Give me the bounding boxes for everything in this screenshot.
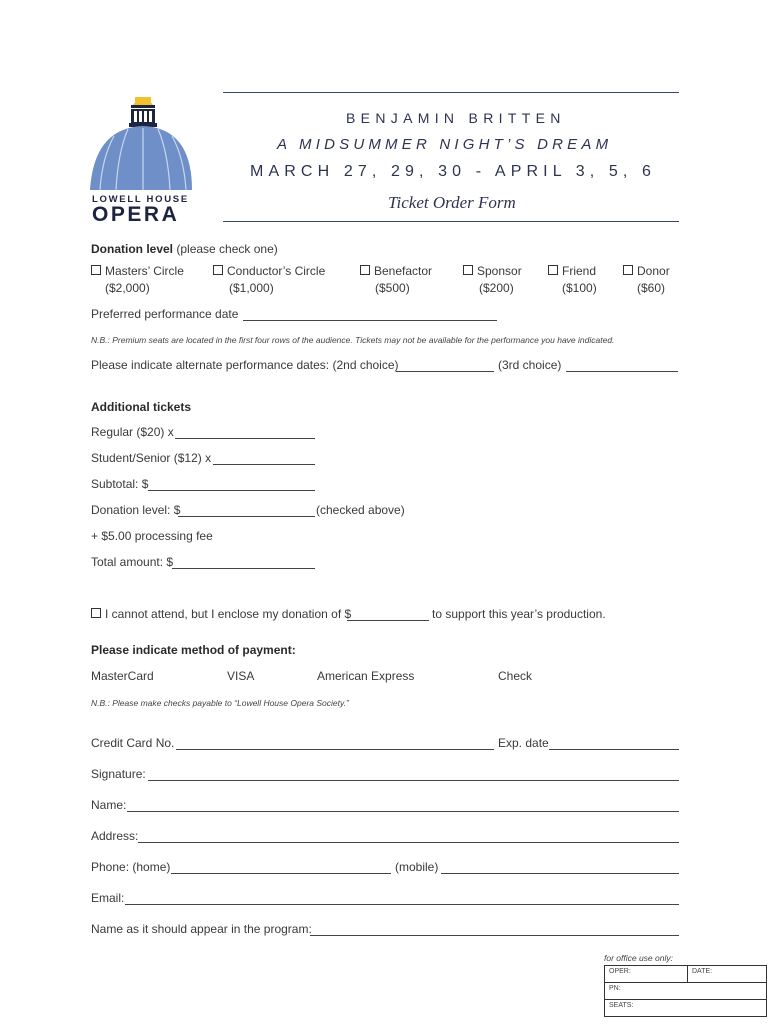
exp-date-label: Exp. date (498, 736, 549, 750)
exp-date-field[interactable] (549, 749, 679, 750)
processing-fee: + $5.00 processing fee (91, 529, 213, 543)
second-choice-field[interactable] (396, 371, 494, 372)
checkbox[interactable] (463, 265, 473, 275)
subtotal-field[interactable] (148, 490, 315, 491)
donation-level-name: Benefactor (374, 264, 433, 278)
third-choice-label: (3rd choice) (498, 358, 562, 372)
opera-title: A MIDSUMMER NIGHT’S DREAM (277, 136, 613, 153)
header-top-rule (223, 92, 679, 93)
donation-level-amount: ($1,000) (229, 281, 274, 295)
phone-mobile-label: (mobile) (395, 860, 439, 874)
composer-name: BENJAMIN BRITTEN (346, 110, 566, 126)
donation-level-amount: ($60) (637, 281, 666, 295)
credit-card-label: Credit Card No. (91, 736, 175, 750)
phone-home-label: Phone: (home) (91, 860, 171, 874)
name-label: Name: (91, 798, 127, 812)
checkbox[interactable] (548, 265, 558, 275)
donation-option-masters[interactable] (91, 264, 184, 295)
donation-enclosed-field[interactable] (347, 620, 429, 621)
third-choice-field[interactable] (566, 371, 678, 372)
preferred-date-field[interactable] (243, 320, 497, 321)
total-amount-label: Total amount: $ (91, 555, 174, 569)
check-payable-note: N.B.: Please make checks payable to “Lowell House Opera Society.” (91, 698, 349, 708)
donation-level-amount: ($200) (479, 281, 514, 295)
payment-option-amex[interactable]: American Express (317, 669, 415, 683)
total-amount-field[interactable] (172, 568, 315, 569)
payment-heading: Please indicate method of payment: (91, 643, 296, 657)
donation-level-name: Masters’ Circle (105, 264, 184, 278)
donation-amount-field[interactable] (178, 516, 315, 517)
donation-level-amount: ($2,000) (105, 281, 150, 295)
payment-option-mastercard[interactable]: MasterCard (91, 669, 154, 683)
donation-heading-label: Donation level (91, 242, 174, 256)
payment-option-check[interactable]: Check (498, 669, 533, 683)
checkbox[interactable] (213, 265, 223, 275)
additional-tickets-heading: Additional tickets (91, 400, 192, 414)
form-title: Ticket Order Form (388, 193, 516, 212)
cannot-attend-label: I cannot attend, but I enclose my donation of $ (105, 607, 352, 621)
donation-level-name: Friend (562, 264, 597, 278)
premium-seats-note: N.B.: Premium seats are located in the first four rows of the audience. Tickets may not be available for the performance you have indicated. (91, 335, 615, 345)
program-name-field[interactable] (310, 935, 679, 936)
donation-heading (91, 242, 278, 256)
donation-option-sponsor[interactable] (463, 264, 522, 295)
office-oper-cell: OPER: (605, 966, 688, 983)
student-ticket-field[interactable] (213, 464, 315, 465)
donation-option-benefactor[interactable] (360, 264, 432, 295)
donation-option-donor[interactable] (623, 264, 670, 295)
regular-ticket-field[interactable] (175, 438, 315, 439)
address-label: Address: (91, 829, 139, 843)
checkbox[interactable] (360, 265, 370, 275)
phone-mobile-field[interactable] (441, 873, 679, 874)
office-pn-cell: PN: (605, 983, 767, 1000)
office-use-caption: for office use only: (604, 953, 673, 963)
donation-amount-label: Donation level: $ (91, 503, 181, 517)
performance-dates: MARCH 27, 29, 30 - APRIL 3, 5, 6 (250, 163, 657, 180)
checkbox[interactable] (91, 265, 101, 275)
regular-ticket-label: Regular ($20) x (91, 425, 174, 439)
signature-field[interactable] (148, 780, 679, 781)
subtotal-label: Subtotal: $ (91, 477, 149, 491)
header-bottom-rule (223, 221, 679, 222)
signature-label: Signature: (91, 767, 146, 781)
preferred-date-label: Preferred performance date (91, 307, 239, 321)
credit-card-field[interactable] (176, 749, 494, 750)
student-ticket-label: Student/Senior ($12) x (91, 451, 212, 465)
donation-level-name: Sponsor (477, 264, 522, 278)
cannot-attend-option[interactable] (91, 607, 351, 621)
donation-level-name: Conductor’s Circle (227, 264, 326, 278)
logo-top-text: LOWELL HOUSE (92, 194, 189, 205)
address-field[interactable] (138, 842, 679, 843)
donation-option-conductors[interactable] (213, 264, 325, 295)
logo-bottom-text: OPERA (92, 203, 180, 226)
name-field[interactable] (127, 811, 679, 812)
email-field[interactable] (125, 904, 679, 905)
checked-above-note: (checked above) (316, 503, 405, 517)
alternate-dates-label: Please indicate alternate performance dates: (2nd choice) (91, 358, 399, 372)
donation-level-amount: ($500) (375, 281, 410, 295)
checkbox[interactable] (91, 608, 101, 618)
lowell-house-opera-logo (88, 92, 198, 204)
donation-level-name: Donor (637, 264, 670, 278)
program-name-label: Name as it should appear in the program: (91, 922, 312, 936)
office-date-cell: DATE: (688, 966, 767, 983)
office-seats-cell: SEATS: (605, 1000, 767, 1017)
payment-option-visa[interactable]: VISA (227, 669, 255, 683)
checkbox[interactable] (623, 265, 633, 275)
office-use-table (604, 965, 767, 1017)
donation-heading-note: (please check one) (176, 242, 278, 256)
email-label: Email: (91, 891, 125, 905)
phone-home-field[interactable] (171, 873, 391, 874)
cannot-attend-suffix: to support this year’s production. (432, 607, 606, 621)
donation-level-amount: ($100) (562, 281, 597, 295)
donation-option-friend[interactable] (548, 264, 597, 295)
